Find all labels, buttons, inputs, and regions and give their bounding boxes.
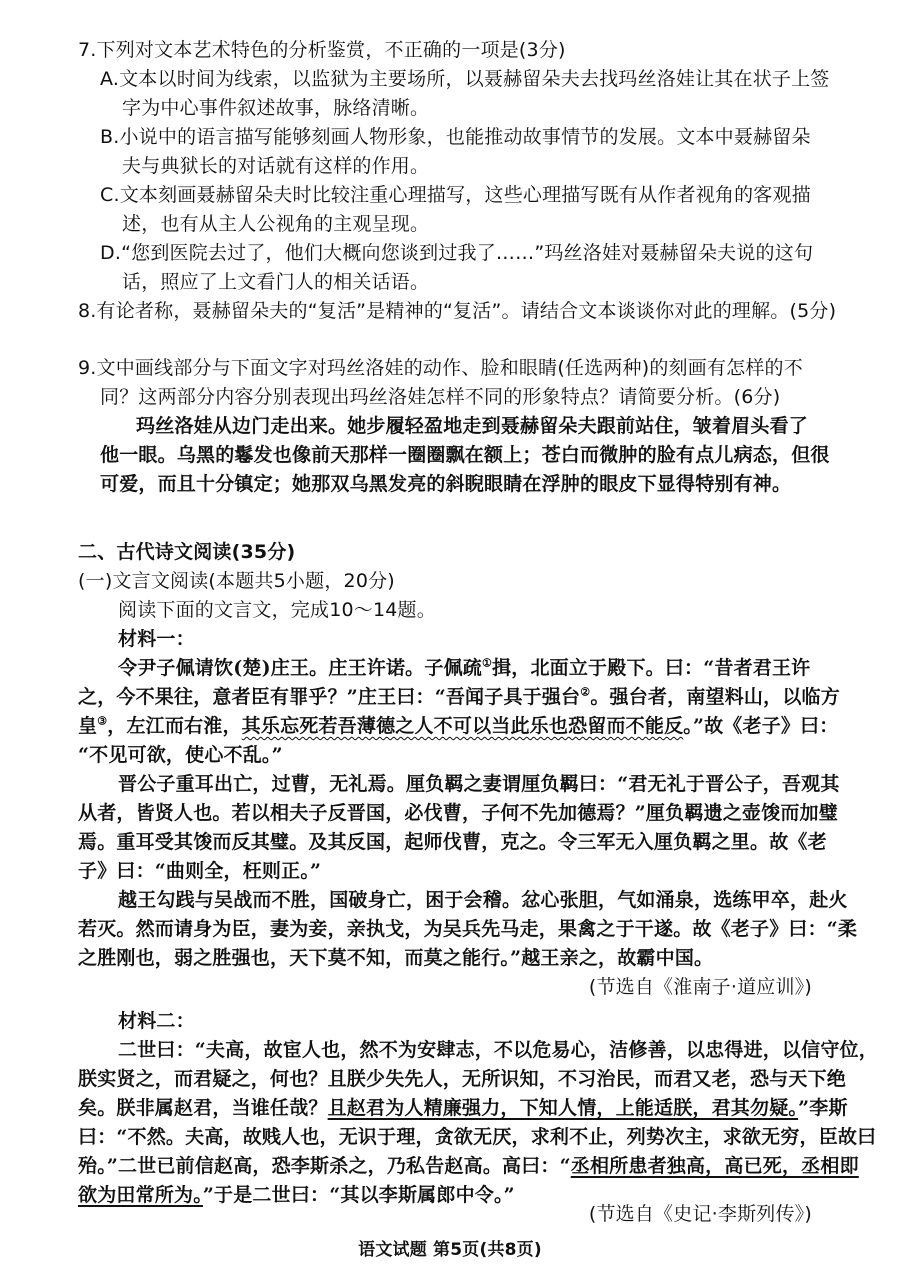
- q9-passage-line2: 他一眼。乌黑的鬈发也像前天那样一圈圈飘在额上；苍白而微肿的脸有点儿病态，但很: [100, 444, 830, 466]
- material-2-line1: 二世曰：“夫高，故宦人也，然不为安肆志，不以危易心，洁修善，以忠得进，以信守位，: [118, 1039, 878, 1061]
- material-1-line5: 晋公子重耳出亡，过曹，无礼焉。厘负羁之妻谓厘负羁曰：“君无礼于晋公子，吾观其: [118, 773, 840, 795]
- material-2-line6: [78, 1181, 515, 1209]
- q7-option-c-line1: C.文本刻画聂赫留朵夫时比较注重心理描写，这些心理描写既有从作者视角的客观描: [100, 184, 811, 206]
- q9-passage-line1: 玛丝洛娃从边门走出来。她步履轻盈地走到聂赫留朵夫跟前站住，皱着眉头看了: [136, 415, 809, 437]
- material-2-line2: 朕实贤之，而君疑之，何也？且朕少失先人，无所识知，不习治民，而君又老，恐与天下绝: [78, 1068, 847, 1090]
- footnote-marker-3: ③: [97, 714, 108, 728]
- material-1-line11: 之胜刚也，弱之胜强也，天下莫不知，而莫之能行。”越王亲之，故霸中国。: [78, 947, 714, 969]
- q7-stem: 7.下列对文本艺术特色的分析鉴赏，不正确的一项是(3分): [78, 39, 566, 61]
- material-1-wavy-underlined-sentence: 其乐忘死若吾薄德之人不可以当此乐也恐留而不能反: [241, 715, 684, 737]
- material-2-line4: 曰：“不然。夫高，故贱人也，无识于理，贪欲无厌，求利不止，列势次主，求欲无穷，臣故曰: [78, 1126, 877, 1148]
- material-1-line8: 子》曰：“曲则全，枉则正。”: [78, 860, 322, 882]
- material-1-label: 材料一：: [118, 628, 195, 650]
- material-1-line2-text-b: 。强台者，南望料山，以临方: [590, 686, 840, 708]
- q9-passage-line3: 可爱，而且十分镇定；她那双乌黑发亮的斜睨眼睛在浮肿的眼皮下显得特别有神。: [100, 473, 792, 495]
- material-1-line1-text-a: 令尹子佩请饮(楚)庄王。庄王许诺。子佩疏: [118, 657, 482, 679]
- material-1-line3: [78, 712, 839, 740]
- section-title: 二、古代诗文阅读(35分): [78, 541, 296, 563]
- material-2-line5: [78, 1152, 859, 1180]
- q7-option-b-line2: 夫与典狱长的对话就有这样的作用。: [122, 155, 430, 177]
- material-1-line7: 焉。重耳受其馂而反其璧。及其反国，起师伐曹，克之。令三军无入厘负羁之里。故《老: [78, 831, 827, 853]
- material-2-line3: [78, 1094, 848, 1122]
- q7-option-c-line2: 述，也有从主人公视角的主观呈现。: [122, 213, 430, 235]
- material-2-underlined-sentence-2b: 欲为田常所为。: [78, 1184, 203, 1206]
- footnote-marker-1: ①: [481, 656, 493, 670]
- material-2-underlined-sentence-2a: 丞相所患者独高，高已死，丞相即: [570, 1155, 859, 1177]
- material-2-source: (节选自《史记·李斯列传》): [588, 1203, 812, 1225]
- q7-option-d-line2: 话，照应了上文看门人的相关话语。: [122, 271, 430, 293]
- material-1-line3-text-a: 皇: [78, 715, 98, 737]
- material-2-line6-text-b: ”于是二世曰：“其以李斯属郎中令。”: [202, 1184, 515, 1206]
- subsection-title: (一)文言文阅读(本题共5小题，20分): [78, 570, 395, 592]
- q9-stem-line1: 9.文中画线部分与下面文字对玛丝洛娃的动作、脸和眼睛(任选两种)的刻画有怎样的不: [78, 357, 803, 379]
- reading-instruction: 阅读下面的文言文，完成10～14题。: [118, 599, 436, 621]
- material-1-line4: “不见可欲，使心不乱。”: [78, 744, 283, 766]
- q7-option-d-line1: D.“您到医院去过了，他们大概向您谈到过我了……”玛丝洛娃对聂赫留朵夫说的这句: [100, 242, 814, 264]
- material-2-line3-text-b: ”李斯: [798, 1097, 848, 1119]
- q8-stem: 8.有论者称，聂赫留朵夫的“复活”是精神的“复活”。请结合文本谈谈你对此的理解。(5分): [78, 300, 837, 322]
- material-1-line9: 越王勾践与吴战而不胜，国破身亡，困于会稽。忿心张胆，气如涌泉，选练甲卒，赴火: [118, 889, 848, 911]
- q7-option-b-line1: B.小说中的语言描写能够刻画人物形象，也能推动故事情节的发展。文本中聂赫留朵: [100, 126, 811, 148]
- material-1-line1: [118, 654, 810, 682]
- material-2-line5-text-a: 殆。”二世已前信赵高，恐李斯杀之，乃私告赵高。高曰：“: [78, 1155, 571, 1177]
- material-2-line3-text-a: 矣。朕非属赵君，当谁任哉？: [78, 1097, 328, 1119]
- material-1-line2-text-a: 之，今不果往，意者臣有罪乎？”庄王曰：“吾闻子具于强台: [78, 686, 581, 708]
- q9-stem-line2: 同？这两部分内容分别表现出玛丝洛娃怎样不同的形象特点？请简要分析。(6分): [100, 386, 781, 408]
- material-1-line3-text-b: ，左江而右淮，: [107, 715, 242, 737]
- material-2-label: 材料二：: [118, 1010, 195, 1032]
- page-footer: 语文试题 第5页(共8页): [358, 1240, 542, 1260]
- material-1-line10: 若灭。然而请身为臣，妻为妾，亲执戈，为吴兵先马走，果禽之于干遂。故《老子》曰：“柔: [78, 918, 858, 940]
- footnote-marker-2: ②: [580, 685, 591, 699]
- material-1-line6: 从者，皆贤人也。若以相夫子反晋国，必伐曹，子何不先加德焉？”厘负羁遗之壶馂而加璧: [78, 802, 838, 824]
- material-1-source: (节选自《淮南子·道应训》): [588, 976, 812, 998]
- material-1-line2: [78, 683, 840, 711]
- q7-option-a-line1: A.文本以时间为线索，以监狱为主要场所，以聂赫留朵夫去找玛丝洛娃让其在状子上签: [100, 68, 830, 90]
- material-1-line3-text-c: 。”故《老子》曰：: [683, 715, 839, 737]
- q7-option-a-line2: 字为中心事件叙述故事，脉络清晰。: [122, 97, 430, 119]
- material-1-line1-text-b: 揖，北面立于殿下。曰：“昔者君王许: [492, 657, 811, 679]
- material-2-underlined-sentence-1: 且赵君为人精廉强力，下知人情，上能适朕，君其勿疑。: [327, 1097, 799, 1119]
